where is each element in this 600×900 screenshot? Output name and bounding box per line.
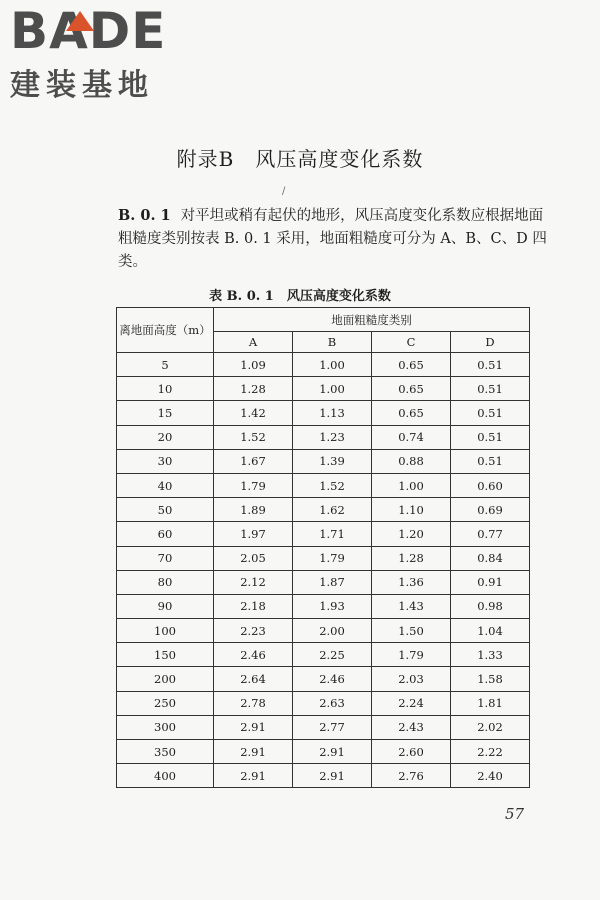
coefficient-cell: 0.77 xyxy=(451,522,530,546)
wind-pressure-table xyxy=(116,307,530,788)
group-header-roughness: 地面粗糙度类别 xyxy=(214,308,530,332)
coefficient-cell: 2.40 xyxy=(451,764,530,788)
coefficient-cell: 2.64 xyxy=(214,667,293,691)
coefficient-cell: 2.18 xyxy=(214,594,293,618)
coefficient-cell: 0.51 xyxy=(451,449,530,473)
coefficient-cell: 1.00 xyxy=(293,377,372,401)
coefficient-cell: 0.74 xyxy=(372,425,451,449)
height-cell: 300 xyxy=(117,715,214,739)
height-cell: 90 xyxy=(117,594,214,618)
coefficient-cell: 1.62 xyxy=(293,498,372,522)
coefficient-cell: 2.46 xyxy=(214,643,293,667)
height-cell: 150 xyxy=(117,643,214,667)
height-cell: 350 xyxy=(117,740,214,764)
coefficient-cell: 1.50 xyxy=(372,619,451,643)
logo-accent-triangle xyxy=(66,11,94,31)
coefficient-cell: 1.28 xyxy=(372,546,451,570)
coefficient-cell: 1.42 xyxy=(214,401,293,425)
coefficient-cell: 0.65 xyxy=(372,377,451,401)
logo-subtitle: 建装基地 xyxy=(10,68,154,103)
coefficient-cell: 0.84 xyxy=(451,546,530,570)
height-cell: 40 xyxy=(117,473,214,497)
coefficient-cell: 0.60 xyxy=(451,473,530,497)
coefficient-cell: 0.65 xyxy=(372,401,451,425)
coefficient-cell: 1.79 xyxy=(372,643,451,667)
coefficient-cell: 1.23 xyxy=(293,425,372,449)
appendix-title: 附录B 风压高度变化系数 xyxy=(176,147,424,171)
height-cell: 200 xyxy=(117,667,214,691)
coefficient-cell: 0.98 xyxy=(451,594,530,618)
table-row xyxy=(117,449,530,473)
height-cell: 60 xyxy=(117,522,214,546)
coefficient-cell: 2.91 xyxy=(214,764,293,788)
column-header-a: A xyxy=(214,332,293,353)
coefficient-cell: 1.20 xyxy=(372,522,451,546)
height-cell: 400 xyxy=(117,764,214,788)
table-row xyxy=(117,740,530,764)
coefficient-cell: 1.71 xyxy=(293,522,372,546)
coefficient-cell: 2.63 xyxy=(293,691,372,715)
page-number: 57 xyxy=(505,805,525,823)
coefficient-cell: 1.58 xyxy=(451,667,530,691)
height-cell: 70 xyxy=(117,546,214,570)
clause-paragraph xyxy=(118,204,548,274)
coefficient-cell: 1.52 xyxy=(293,473,372,497)
coefficient-cell: 2.76 xyxy=(372,764,451,788)
coefficient-cell: 1.79 xyxy=(214,473,293,497)
coefficient-cell: 1.00 xyxy=(372,473,451,497)
coefficient-cell: 1.79 xyxy=(293,546,372,570)
coefficient-cell: 2.91 xyxy=(293,740,372,764)
table-row xyxy=(117,377,530,401)
table-row xyxy=(117,401,530,425)
table-row xyxy=(117,522,530,546)
column-header-c: C xyxy=(372,332,451,353)
coefficient-cell: 0.51 xyxy=(451,377,530,401)
height-cell: 5 xyxy=(117,353,214,377)
scan-mark: / xyxy=(282,186,286,197)
table-row xyxy=(117,546,530,570)
coefficient-cell: 1.89 xyxy=(214,498,293,522)
clause-number: B. 0. 1 xyxy=(118,207,171,224)
coefficient-cell: 2.60 xyxy=(372,740,451,764)
coefficient-cell: 2.05 xyxy=(214,546,293,570)
coefficient-cell: 1.36 xyxy=(372,570,451,594)
coefficient-cell: 1.93 xyxy=(293,594,372,618)
brand-logo xyxy=(10,2,167,104)
coefficient-cell: 1.39 xyxy=(293,449,372,473)
coefficient-cell: 0.51 xyxy=(451,353,530,377)
coefficient-cell: 2.91 xyxy=(293,764,372,788)
coefficient-cell: 1.81 xyxy=(451,691,530,715)
coefficient-cell: 2.77 xyxy=(293,715,372,739)
coefficient-cell: 1.10 xyxy=(372,498,451,522)
coefficient-cell: 1.67 xyxy=(214,449,293,473)
coefficient-cell: 1.28 xyxy=(214,377,293,401)
coefficient-cell: 0.69 xyxy=(451,498,530,522)
table-row xyxy=(117,594,530,618)
table-row xyxy=(117,473,530,497)
coefficient-cell: 2.22 xyxy=(451,740,530,764)
coefficient-cell: 1.52 xyxy=(214,425,293,449)
table-row xyxy=(117,353,530,377)
height-cell: 50 xyxy=(117,498,214,522)
clause-text: 对平坦或稍有起伏的地形，风压高度变化系数应根据地面粗糙度类别按表 B. 0. 1 采用，地面粗糙度可分为 A、B、C、D 四类。 xyxy=(118,208,547,270)
coefficient-cell: 2.46 xyxy=(293,667,372,691)
table-row xyxy=(117,570,530,594)
coefficient-cell: 1.13 xyxy=(293,401,372,425)
coefficient-cell: 2.78 xyxy=(214,691,293,715)
coefficient-cell: 2.24 xyxy=(372,691,451,715)
table-caption: 表 B. 0. 1 风压高度变化系数 xyxy=(209,289,391,304)
table-row xyxy=(117,715,530,739)
table-row xyxy=(117,425,530,449)
coefficient-cell: 1.43 xyxy=(372,594,451,618)
column-header-d: D xyxy=(451,332,530,353)
coefficient-cell: 2.03 xyxy=(372,667,451,691)
coefficient-cell: 2.12 xyxy=(214,570,293,594)
height-cell: 30 xyxy=(117,449,214,473)
table-row xyxy=(117,691,530,715)
coefficient-cell: 1.33 xyxy=(451,643,530,667)
coefficient-cell: 0.88 xyxy=(372,449,451,473)
height-cell: 10 xyxy=(117,377,214,401)
coefficient-cell: 0.51 xyxy=(451,401,530,425)
table-row xyxy=(117,619,530,643)
coefficient-cell: 0.91 xyxy=(451,570,530,594)
row-header-height: 离地面高度（m） xyxy=(117,308,214,353)
column-header-b: B xyxy=(293,332,372,353)
coefficient-cell: 0.51 xyxy=(451,425,530,449)
coefficient-cell: 1.04 xyxy=(451,619,530,643)
logo-wordmark: BADE xyxy=(10,2,167,60)
table-row xyxy=(117,643,530,667)
table-row xyxy=(117,764,530,788)
coefficient-cell: 1.87 xyxy=(293,570,372,594)
coefficient-cell: 2.25 xyxy=(293,643,372,667)
coefficient-cell: 2.00 xyxy=(293,619,372,643)
coefficient-cell: 0.65 xyxy=(372,353,451,377)
height-cell: 20 xyxy=(117,425,214,449)
coefficient-cell: 2.91 xyxy=(214,740,293,764)
height-cell: 15 xyxy=(117,401,214,425)
coefficient-cell: 2.43 xyxy=(372,715,451,739)
coefficient-cell: 2.23 xyxy=(214,619,293,643)
coefficient-cell: 2.91 xyxy=(214,715,293,739)
height-cell: 100 xyxy=(117,619,214,643)
coefficient-cell: 1.09 xyxy=(214,353,293,377)
coefficient-cell: 1.97 xyxy=(214,522,293,546)
coefficient-cell: 2.02 xyxy=(451,715,530,739)
height-cell: 80 xyxy=(117,570,214,594)
height-cell: 250 xyxy=(117,691,214,715)
coefficient-cell: 1.00 xyxy=(293,353,372,377)
table-row xyxy=(117,667,530,691)
table-row xyxy=(117,498,530,522)
table-body xyxy=(117,353,530,788)
